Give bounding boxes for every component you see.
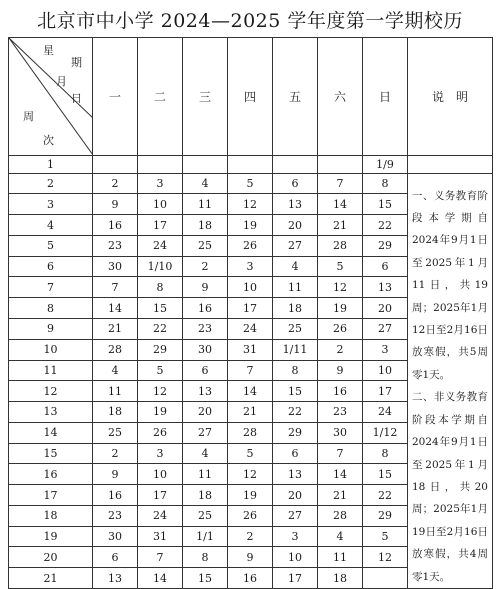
date-cell: 7 <box>318 173 363 194</box>
week-number-cell: 21 <box>9 568 93 589</box>
date-cell: 29 <box>363 505 408 526</box>
date-cell: 17 <box>273 568 318 589</box>
date-cell: 31 <box>228 339 273 360</box>
date-cell: 12 <box>363 547 408 568</box>
day-header-sat: 六 <box>318 38 363 156</box>
date-cell: 19 <box>138 402 183 423</box>
date-cell: 6 <box>183 360 228 381</box>
date-cell: 24 <box>228 319 273 340</box>
note-compulsory-education: 一、义务教育阶段本学期自2024年9月1日至2025年1月11日，共19周；2025年1月12日至2月16日放寒假，共5周零1天。 <box>412 189 488 381</box>
date-cell: 22 <box>273 402 318 423</box>
date-cell: 27 <box>273 235 318 256</box>
date-cell: 31 <box>138 526 183 547</box>
corner-xing: 星 <box>43 44 54 57</box>
date-cell: 23 <box>183 319 228 340</box>
date-cell: 22 <box>363 215 408 236</box>
date-cell <box>363 568 408 589</box>
date-cell: 13 <box>363 277 408 298</box>
date-cell: 19 <box>228 215 273 236</box>
date-cell: 8 <box>183 547 228 568</box>
date-cell <box>318 156 363 174</box>
date-cell: 26 <box>228 235 273 256</box>
date-cell: 2 <box>93 173 138 194</box>
date-cell: 15 <box>273 381 318 402</box>
date-cell: 23 <box>93 235 138 256</box>
week-number-cell: 14 <box>9 422 93 443</box>
date-cell: 21 <box>318 485 363 506</box>
corner-zhou: 周 <box>23 110 34 123</box>
date-cell: 26 <box>228 505 273 526</box>
calendar-body <box>9 156 493 589</box>
notes-header: 说 明 <box>408 38 493 156</box>
date-cell: 24 <box>138 235 183 256</box>
date-cell: 25 <box>93 422 138 443</box>
date-cell: 9 <box>93 194 138 215</box>
date-cell: 17 <box>228 298 273 319</box>
date-cell: 15 <box>363 194 408 215</box>
date-cell: 1/9 <box>363 156 408 174</box>
date-cell: 27 <box>363 319 408 340</box>
date-cell: 27 <box>183 422 228 443</box>
week-number-cell: 5 <box>9 235 93 256</box>
date-cell <box>183 156 228 174</box>
corner-ci: 次 <box>43 134 54 147</box>
date-cell: 28 <box>228 422 273 443</box>
date-cell: 20 <box>363 298 408 319</box>
date-cell: 29 <box>273 422 318 443</box>
date-cell: 4 <box>318 526 363 547</box>
date-cell: 14 <box>318 194 363 215</box>
date-cell: 6 <box>273 443 318 464</box>
date-cell: 21 <box>93 319 138 340</box>
date-cell: 13 <box>183 381 228 402</box>
table-row <box>9 156 493 174</box>
date-cell: 25 <box>183 235 228 256</box>
date-cell: 24 <box>363 402 408 423</box>
notes-cell-top <box>408 156 493 174</box>
date-cell: 4 <box>183 173 228 194</box>
date-cell: 4 <box>93 360 138 381</box>
date-cell: 3 <box>228 256 273 277</box>
date-cell: 10 <box>138 464 183 485</box>
header-row <box>9 38 493 156</box>
date-cell: 9 <box>318 360 363 381</box>
date-cell: 18 <box>93 402 138 423</box>
date-cell: 28 <box>318 505 363 526</box>
date-cell: 14 <box>318 464 363 485</box>
date-cell: 16 <box>318 381 363 402</box>
date-cell: 18 <box>183 485 228 506</box>
date-cell: 10 <box>273 547 318 568</box>
date-cell: 6 <box>273 173 318 194</box>
date-cell: 16 <box>93 215 138 236</box>
date-cell: 16 <box>228 568 273 589</box>
date-cell: 19 <box>228 485 273 506</box>
date-cell: 9 <box>228 547 273 568</box>
date-cell: 14 <box>93 298 138 319</box>
date-cell: 2 <box>183 256 228 277</box>
date-cell: 8 <box>363 443 408 464</box>
date-cell: 15 <box>138 298 183 319</box>
week-number-cell: 16 <box>9 464 93 485</box>
date-cell: 11 <box>183 464 228 485</box>
date-cell: 22 <box>363 485 408 506</box>
week-number-cell: 8 <box>9 298 93 319</box>
date-cell: 4 <box>183 443 228 464</box>
date-cell: 11 <box>273 277 318 298</box>
week-number-cell: 4 <box>9 215 93 236</box>
week-number-cell: 3 <box>9 194 93 215</box>
date-cell: 12 <box>138 381 183 402</box>
date-cell: 5 <box>138 360 183 381</box>
week-number-cell: 10 <box>9 339 93 360</box>
week-number-cell: 9 <box>9 319 93 340</box>
week-number-cell: 15 <box>9 443 93 464</box>
notes-cell <box>408 173 493 588</box>
date-cell: 16 <box>93 485 138 506</box>
date-cell <box>273 156 318 174</box>
date-cell: 20 <box>183 402 228 423</box>
corner-yue: 月 <box>56 75 67 88</box>
date-cell: 7 <box>318 443 363 464</box>
date-cell: 29 <box>363 235 408 256</box>
date-cell: 2 <box>318 339 363 360</box>
date-cell: 3 <box>273 526 318 547</box>
date-cell: 29 <box>138 339 183 360</box>
date-cell: 26 <box>318 319 363 340</box>
week-number-cell: 11 <box>9 360 93 381</box>
date-cell: 3 <box>138 173 183 194</box>
date-cell: 25 <box>183 505 228 526</box>
week-number-cell: 17 <box>9 485 93 506</box>
date-cell: 4 <box>273 256 318 277</box>
date-cell <box>93 156 138 174</box>
date-cell: 2 <box>93 443 138 464</box>
date-cell: 12 <box>228 464 273 485</box>
week-number-cell: 7 <box>9 277 93 298</box>
corner-qi: 期 <box>71 56 82 69</box>
date-cell: 18 <box>183 215 228 236</box>
date-cell: 13 <box>273 464 318 485</box>
date-cell: 15 <box>363 464 408 485</box>
week-number-cell: 2 <box>9 173 93 194</box>
date-cell: 3 <box>363 339 408 360</box>
note-non-compulsory-education: 二、非义务教育阶段本学期自2024年9月1日至2025年1月18日，共20周；2025年1月19日至2月16日放寒假，共4周零1天。 <box>412 391 488 583</box>
day-header-thu: 四 <box>228 38 273 156</box>
date-cell: 8 <box>363 173 408 194</box>
date-cell: 17 <box>138 485 183 506</box>
date-cell: 1/11 <box>273 339 318 360</box>
date-cell: 28 <box>93 339 138 360</box>
date-cell: 30 <box>318 422 363 443</box>
date-cell: 3 <box>138 443 183 464</box>
week-number-cell: 12 <box>9 381 93 402</box>
date-cell: 10 <box>363 360 408 381</box>
date-cell: 10 <box>138 194 183 215</box>
week-number-cell: 13 <box>9 402 93 423</box>
day-header-fri: 五 <box>273 38 318 156</box>
date-cell: 13 <box>93 568 138 589</box>
page-title: 北京市中小学 2024—2025 学年度第一学期校历 <box>37 10 463 32</box>
date-cell: 8 <box>138 277 183 298</box>
date-cell: 12 <box>228 194 273 215</box>
date-cell: 18 <box>318 568 363 589</box>
date-cell: 5 <box>228 173 273 194</box>
week-number-cell: 20 <box>9 547 93 568</box>
day-header-sun: 日 <box>363 38 408 156</box>
date-cell: 30 <box>93 526 138 547</box>
date-cell: 15 <box>183 568 228 589</box>
date-cell: 23 <box>318 402 363 423</box>
date-cell: 8 <box>273 360 318 381</box>
date-cell: 11 <box>183 194 228 215</box>
date-cell: 20 <box>273 215 318 236</box>
corner-header <box>9 38 93 156</box>
date-cell: 25 <box>273 319 318 340</box>
date-cell: 9 <box>93 464 138 485</box>
date-cell: 11 <box>93 381 138 402</box>
date-cell <box>228 156 273 174</box>
week-number-cell: 1 <box>9 156 93 174</box>
date-cell: 6 <box>363 256 408 277</box>
corner-ri: 日 <box>71 92 82 105</box>
date-cell: 14 <box>228 381 273 402</box>
date-cell: 17 <box>138 215 183 236</box>
date-cell: 14 <box>138 568 183 589</box>
date-cell: 7 <box>228 360 273 381</box>
date-cell: 6 <box>93 547 138 568</box>
date-cell: 2 <box>228 526 273 547</box>
week-number-cell: 19 <box>9 526 93 547</box>
date-cell: 13 <box>273 194 318 215</box>
date-cell: 21 <box>228 402 273 423</box>
date-cell: 23 <box>93 505 138 526</box>
date-cell: 12 <box>318 277 363 298</box>
date-cell: 16 <box>183 298 228 319</box>
date-cell: 1/1 <box>183 526 228 547</box>
date-cell: 5 <box>228 443 273 464</box>
date-cell: 10 <box>228 277 273 298</box>
day-header-mon: 一 <box>93 38 138 156</box>
table-row <box>9 173 493 194</box>
date-cell: 9 <box>183 277 228 298</box>
date-cell: 26 <box>138 422 183 443</box>
date-cell: 11 <box>318 547 363 568</box>
week-number-cell: 6 <box>9 256 93 277</box>
calendar-table <box>8 37 493 589</box>
date-cell: 20 <box>273 485 318 506</box>
date-cell: 30 <box>183 339 228 360</box>
date-cell: 24 <box>138 505 183 526</box>
day-header-wed: 三 <box>183 38 228 156</box>
date-cell: 27 <box>273 505 318 526</box>
date-cell <box>138 156 183 174</box>
date-cell: 28 <box>318 235 363 256</box>
date-cell: 30 <box>93 256 138 277</box>
date-cell: 18 <box>273 298 318 319</box>
date-cell: 7 <box>93 277 138 298</box>
date-cell: 1/12 <box>363 422 408 443</box>
date-cell: 17 <box>363 381 408 402</box>
day-header-tue: 二 <box>138 38 183 156</box>
date-cell: 19 <box>318 298 363 319</box>
week-number-cell: 18 <box>9 505 93 526</box>
date-cell: 5 <box>363 526 408 547</box>
date-cell: 5 <box>318 256 363 277</box>
date-cell: 22 <box>138 319 183 340</box>
date-cell: 21 <box>318 215 363 236</box>
date-cell: 7 <box>138 547 183 568</box>
date-cell: 1/10 <box>138 256 183 277</box>
